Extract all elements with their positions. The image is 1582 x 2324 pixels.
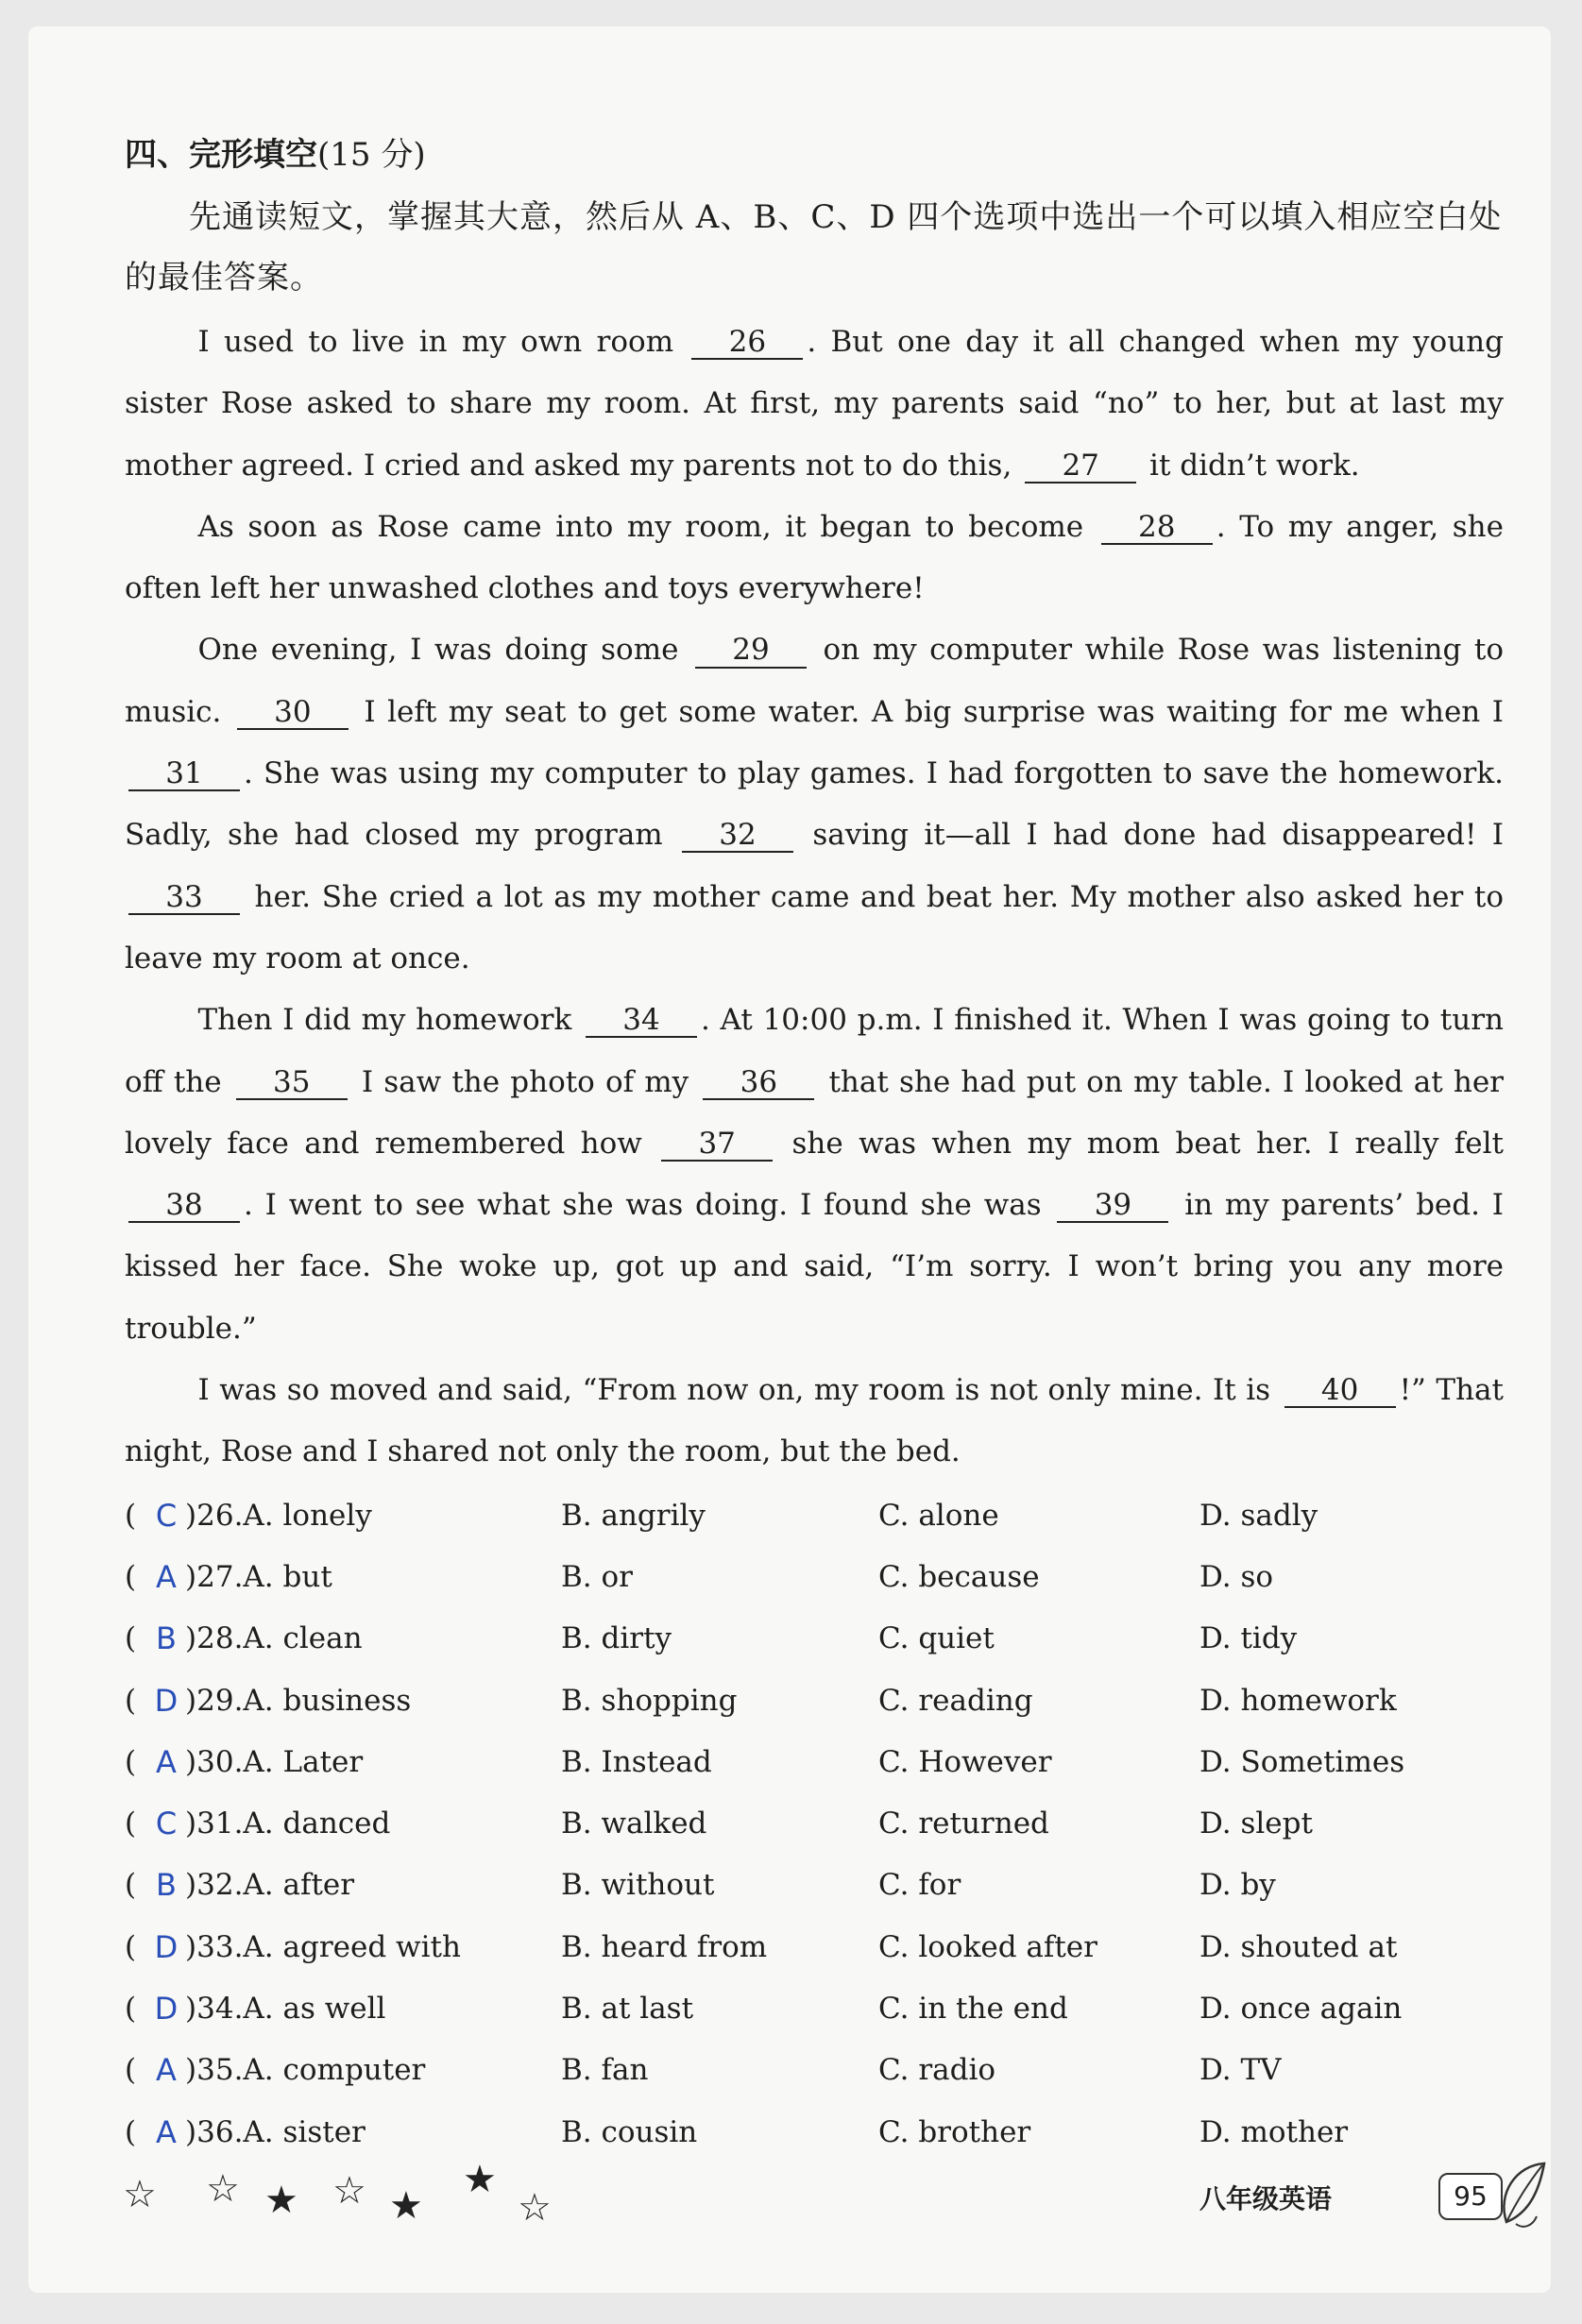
option-a: A. Later (243, 1744, 364, 1779)
option-b: B. Instead (561, 1744, 712, 1779)
option-d: D. once again (1199, 1992, 1403, 2027)
passage-paragraph (125, 619, 1504, 990)
passage-text: she was when my mom beat her. I really felt (776, 1126, 1504, 1161)
star-icon: ★ (264, 2179, 298, 2222)
question-number: 31 (196, 1807, 234, 1841)
option-b: B. cousin (561, 2114, 698, 2149)
passage-text: One evening, I was doing some (197, 633, 691, 668)
question-row (125, 1978, 1504, 2040)
option-c: C. radio (878, 2053, 996, 2088)
question-number: 32 (196, 1868, 234, 1903)
question-number: 27 (196, 1559, 234, 1594)
answer-letter: D (154, 1682, 179, 1719)
answer-letter: B (156, 1620, 177, 1657)
paren-open: ( (125, 1992, 137, 2027)
blank-26: 26 (691, 326, 803, 360)
paren-open: ( (125, 1868, 137, 1903)
answer-letter: C (155, 1806, 178, 1842)
option-b: B. angrily (561, 1498, 706, 1533)
section-title: 四、完形填空 (125, 136, 317, 174)
section-heading (125, 128, 1504, 181)
paren-open: ( (125, 1683, 137, 1718)
paren-open: ( (125, 1929, 137, 1964)
option-d: D. shouted at (1199, 1929, 1398, 1964)
answer-options (125, 1485, 1504, 2163)
dot: . (233, 2053, 244, 2088)
passage-text: . To my anger, she often left her unwashed clothes and toys everywhere! (125, 509, 1504, 606)
option-d: D. so (1199, 1559, 1274, 1594)
answer-mark (125, 1671, 561, 1732)
paren-close: ) (185, 1621, 197, 1656)
star-icon: ★ (389, 2184, 423, 2228)
passage-paragraph (125, 990, 1504, 1360)
passage-text: !” That night, Rose and I shared not only the room, but the bed. (125, 1373, 1504, 1469)
paren-open: ( (125, 2114, 137, 2149)
question-row (125, 1485, 1504, 1547)
answer-letter: D (154, 1928, 179, 1965)
option-c: C. quiet (878, 1621, 995, 1656)
passage-text: I left my seat to get some water. A big surprise was waiting for me when I (351, 694, 1504, 729)
question-row (125, 1608, 1504, 1670)
passage-paragraph (125, 1360, 1504, 1484)
paren-close: ) (185, 1744, 197, 1779)
answer-letter: B (156, 1867, 177, 1904)
option-b: B. at last (561, 1992, 694, 2027)
passage-text: . At 10:00 p.m. I finished it. When I was going to turn off the (125, 1003, 1505, 1099)
question-row (125, 2102, 1504, 2163)
question-row (125, 1855, 1504, 1916)
passage-text: I used to live in my own room (197, 325, 689, 359)
option-c: C. for (878, 1868, 961, 1903)
paren-close: ) (185, 2053, 197, 2088)
question-number: 35 (196, 2053, 234, 2088)
question-number: 30 (196, 1744, 234, 1779)
option-c: C. reading (878, 1683, 1033, 1718)
book-label: 八年级英语 (1199, 2183, 1333, 2214)
option-d: D. tidy (1199, 1621, 1298, 1656)
passage-paragraph (125, 312, 1504, 497)
option-b: B. shopping (561, 1683, 738, 1718)
option-d: D. Sometimes (1199, 1744, 1405, 1779)
blank-28: 28 (1101, 511, 1213, 545)
workbook-page (28, 26, 1551, 2293)
dot: . (233, 1498, 244, 1533)
passage-text: saving it—all I had done had disappeared! I (797, 818, 1504, 853)
answer-letter: A (156, 1558, 177, 1595)
option-c: C. because (878, 1559, 1040, 1594)
blank-39: 39 (1057, 1189, 1168, 1223)
paren-close: ) (185, 1868, 197, 1903)
paren-open: ( (125, 1559, 137, 1594)
question-number: 29 (196, 1683, 234, 1718)
question-number: 34 (196, 1992, 234, 2027)
blank-27: 27 (1025, 450, 1136, 483)
option-a: A. clean (243, 1621, 363, 1656)
option-c: C. brother (878, 2114, 1031, 2149)
blank-36: 36 (703, 1066, 814, 1100)
page-number: 95 (1438, 2173, 1503, 2220)
star-decoration (123, 2156, 614, 2241)
answer-letter: A (156, 2052, 177, 2089)
answer-letter: C (155, 1497, 178, 1534)
answer-mark (125, 2040, 561, 2101)
option-a: A. agreed with (243, 1929, 461, 1964)
question-row (125, 1547, 1504, 1608)
cloze-section (125, 128, 1504, 2163)
passage-text: that she had put on my table. I looked at her lovely face and remembered how (125, 1064, 1504, 1161)
passage-text: in my parents’ bed. I kissed her face. She woke up, got up and said, “I’m sorry. I won’t bring you any more trouble.” (125, 1188, 1504, 1346)
blank-37: 37 (661, 1128, 773, 1162)
question-number: 33 (196, 1929, 234, 1964)
option-d: D. TV (1199, 2053, 1282, 2088)
option-a: A. but (243, 1559, 332, 1594)
passage-paragraph (125, 497, 1504, 620)
question-number: 28 (196, 1621, 234, 1656)
section-points: (15 分) (317, 136, 426, 174)
passage-text: . But one day it all changed when my young sister Rose asked to share my room. At first, my parents said “no” to her, but at last my mother agreed. I cried and asked my parents not to do this, (125, 325, 1504, 483)
answer-letter: A (156, 2113, 177, 2150)
option-d: D. homework (1199, 1683, 1397, 1718)
passage-text: I was so moved and said, “From now on, my room is not only mine. It is (197, 1373, 1281, 1408)
blank-34: 34 (586, 1004, 697, 1038)
question-row (125, 1793, 1504, 1855)
leaf-icon (1488, 2156, 1554, 2241)
passage-text: on my computer while Rose was listening to music. (125, 633, 1504, 729)
passage-text: it didn’t work. (1140, 448, 1360, 483)
option-a: A. as well (243, 1992, 386, 2027)
question-row (125, 1917, 1504, 1978)
blank-40: 40 (1284, 1374, 1396, 1408)
option-a: A. sister (243, 2114, 366, 2149)
section-instruction: 先通读短文，掌握其大意，然后从 A、B、C、D 四个选项中选出一个可以填入相应空白处的最佳答案。 (125, 198, 1503, 297)
option-b: B. without (561, 1868, 715, 1903)
dot: . (233, 1807, 244, 1841)
cloze-passage (125, 312, 1504, 1484)
paren-close: ) (185, 1498, 197, 1533)
option-d: D. slept (1199, 1807, 1313, 1841)
paren-open: ( (125, 1807, 137, 1841)
dot: . (233, 1744, 244, 1779)
dot: . (233, 1559, 244, 1594)
option-a: A. danced (243, 1807, 391, 1841)
option-c: C. returned (878, 1807, 1049, 1841)
paren-close: ) (185, 2114, 197, 2149)
option-a: A. lonely (243, 1498, 372, 1533)
dot: . (233, 1992, 244, 2027)
passage-text: . I went to see what she was doing. I found she was (244, 1188, 1054, 1223)
page-footer (123, 2156, 1521, 2241)
answer-letter: A (156, 1743, 177, 1780)
paren-open: ( (125, 1744, 137, 1779)
blank-31: 31 (128, 757, 240, 791)
paren-close: ) (185, 1929, 197, 1964)
dot: . (233, 2114, 244, 2149)
option-d: D. mother (1199, 2114, 1349, 2149)
option-b: B. dirty (561, 1621, 672, 1656)
question-row (125, 2040, 1504, 2101)
answer-mark (125, 1917, 561, 1978)
passage-text: Then I did my homework (197, 1003, 582, 1038)
star-icon: ☆ (518, 2186, 552, 2230)
blank-29: 29 (695, 634, 807, 668)
passage-text: I saw the photo of my (350, 1064, 700, 1099)
paren-close: ) (185, 1559, 197, 1594)
blank-30: 30 (237, 696, 349, 730)
star-icon: ☆ (332, 2169, 366, 2213)
passage-text: As soon as Rose came into my room, it began to become (197, 509, 1097, 544)
blank-38: 38 (128, 1189, 240, 1223)
question-number: 36 (196, 2114, 234, 2149)
option-c: C. alone (878, 1498, 999, 1533)
answer-mark (125, 1485, 561, 1547)
blank-32: 32 (682, 819, 793, 853)
question-row (125, 1732, 1504, 1793)
answer-mark (125, 1855, 561, 1916)
option-c: C. in the end (878, 1992, 1068, 2027)
option-d: D. sadly (1199, 1498, 1318, 1533)
paren-open: ( (125, 1621, 137, 1656)
option-b: B. fan (561, 2053, 649, 2088)
answer-mark (125, 1793, 561, 1855)
passage-text: her. She cried a lot as my mother came and beat her. My mother also asked her to leave my room at once. (125, 879, 1504, 975)
option-b: B. or (561, 1559, 633, 1594)
question-row (125, 1671, 1504, 1732)
paren-close: ) (185, 1992, 197, 2027)
option-a: A. computer (243, 2053, 426, 2088)
option-b: B. heard from (561, 1929, 768, 1964)
option-c: C. However (878, 1744, 1052, 1779)
dot: . (233, 1683, 244, 1718)
paren-close: ) (185, 1807, 197, 1841)
passage-text: . She was using my computer to play games. I had forgotten to save the homework. Sadly, she had closed my program (125, 756, 1504, 853)
option-a: A. business (243, 1683, 412, 1718)
question-number: 26 (196, 1498, 234, 1533)
answer-mark (125, 1608, 561, 1670)
answer-mark (125, 1732, 561, 1793)
answer-mark (125, 1978, 561, 2040)
blank-35: 35 (236, 1066, 348, 1100)
blank-33: 33 (128, 881, 240, 915)
paren-open: ( (125, 1498, 137, 1533)
star-icon: ☆ (206, 2167, 240, 2211)
paren-close: ) (185, 1683, 197, 1718)
star-icon: ★ (463, 2158, 497, 2201)
option-b: B. walked (561, 1807, 707, 1841)
option-a: A. after (243, 1868, 355, 1903)
answer-mark (125, 2102, 561, 2163)
dot: . (233, 1929, 244, 1964)
dot: . (233, 1621, 244, 1656)
star-icon: ☆ (123, 2173, 157, 2216)
option-c: C. looked after (878, 1929, 1097, 1964)
paren-open: ( (125, 2053, 137, 2088)
answer-mark (125, 1547, 561, 1608)
option-d: D. by (1199, 1868, 1276, 1903)
answer-letter: D (154, 1991, 179, 2027)
dot: . (233, 1868, 244, 1903)
